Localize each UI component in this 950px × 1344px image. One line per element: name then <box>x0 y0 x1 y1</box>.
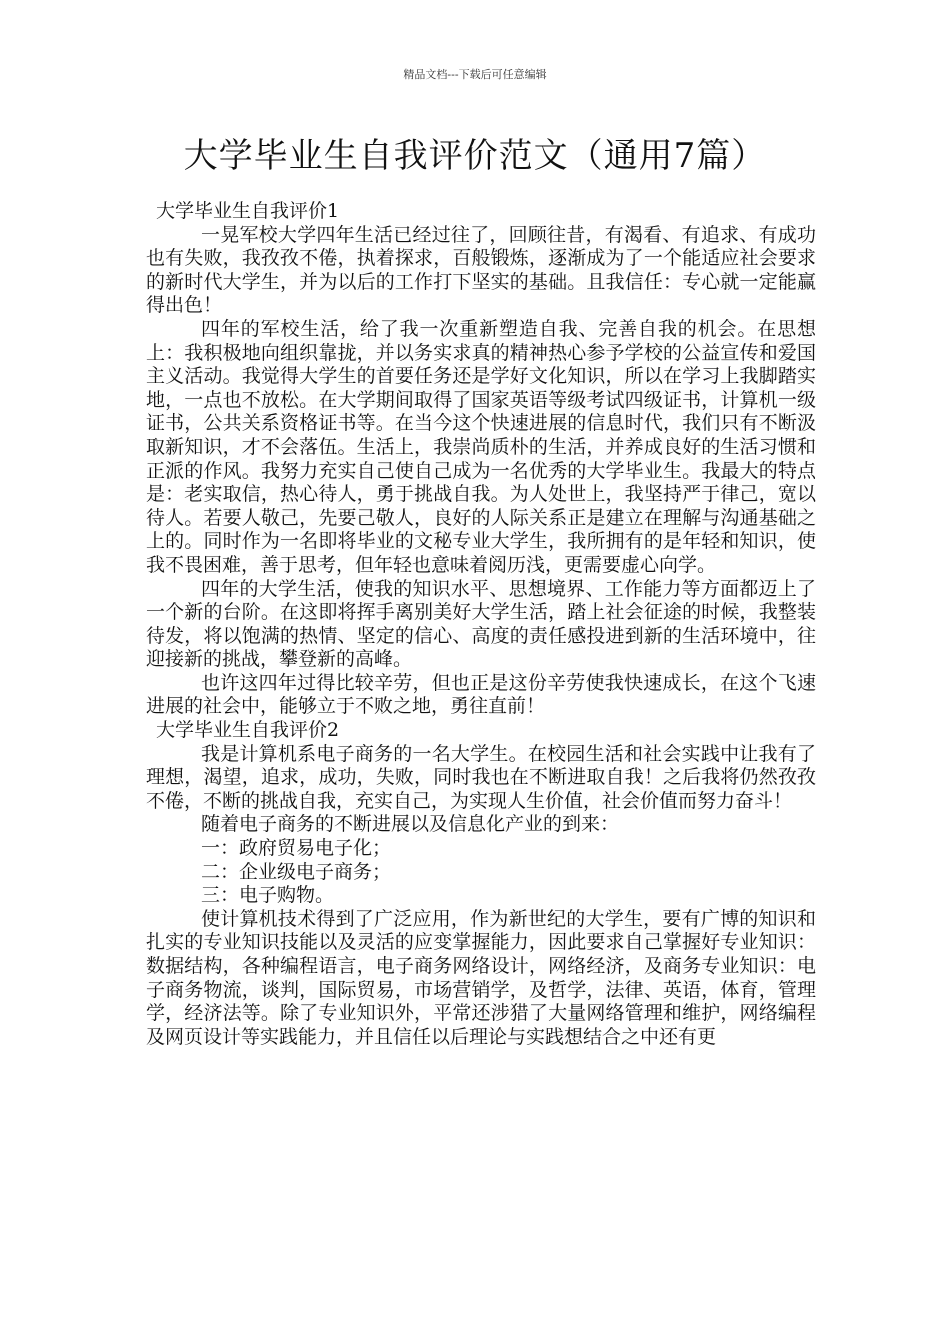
paragraph: 随着电子商务的不断进展以及信息化产业的到来： <box>201 813 620 836</box>
section-heading: 大学毕业生自我评价1 <box>156 200 340 222</box>
list-item: 三：电子购物。 <box>201 884 335 907</box>
list-item: 二：企业级电子商务； <box>201 860 392 883</box>
document-header-note: 精品文档---下载后可任意编辑 <box>403 68 547 81</box>
paragraph: 四年的军校生活，给了我一次重新塑造自我、完善自我的机会。在思想上：我积极地向组织靠拢，并以务实求真的精神热心参予学校的公益宣传和爱国主义活动。我觉得大学生的首要任务还是学好文化知识，所以在学习上我脚踏实地，一点也不放松。在大学期间取得了国家英语等级考试四级证书，计算机一级证书，公共关系资格证书等。在当今这个快速进展的信息时代，我们只有不断汲取新知识，才不会落伍。生活上，我崇尚质朴的生活，并养成良好的生活习惯和正派的作风。我努力充实自己使自己成为一名优秀的大学毕业生。我最大的特点是：老实取信，热心待人，勇于挑战自我。为人处世上，我坚持严于律己，宽以待人。若要人敬己，先要己敬人，良好的人际关系正是建立在理解与沟通基础之上的。同时作为一名即将毕业的文秘专业大学生，我所拥有的是年轻和知识，使我不畏困难，善于思考，但年轻也意味着阅历浅，更需要虚心向学。 <box>146 317 816 576</box>
paragraph: 一晃军校大学四年生活已经过往了，回顾往昔，有渴看、有追求、有成功也有失败，我孜孜不倦，执着探求，百般锻炼，逐渐成为了一个能适应社会要求的新时代大学生，并为以后的工作打下坚实的基础。且我信任：专心就一定能赢得出色！ <box>146 223 816 317</box>
section-1 <box>146 200 816 719</box>
list-item: 一：政府贸易电子化； <box>201 837 392 860</box>
paragraph: 四年的大学生活，使我的知识水平、思想境界、工作能力等方面都迈上了一个新的台阶。在这即将挥手离别美好大学生活，踏上社会征途的时候，我整装待发，将以饱满的热情、坚定的信心、高度的责任感投进到新的生活环境中，往迎接新的挑战，攀登新的高峰。 <box>146 577 816 671</box>
document-title: 大学毕业生自我评价范文（通用7篇） <box>183 136 767 176</box>
document-body <box>146 200 816 1049</box>
paragraph: 也许这四年过得比较辛劳，但也正是这份辛劳使我快速成长，在这个飞速进展的社会中，能够立于不败之地，勇往直前！ <box>146 671 816 718</box>
section-heading: 大学毕业生自我评价2 <box>156 719 340 742</box>
section-2 <box>146 719 816 1049</box>
paragraph: 我是计算机系电子商务的一名大学生。在校园生活和社会实践中让我有了理想，渴望，追求，成功，失败，同时我也在不断进取自我！之后我将仍然孜孜不倦，不断的挑战自我，充实自己，为实现人生价值，社会价值而努力奋斗！ <box>146 742 816 812</box>
paragraph: 使计算机技术得到了广泛应用，作为新世纪的大学生，要有广博的知识和扎实的专业知识技能以及灵活的应变掌握能力，因此要求自己掌握好专业知识：数据结构，各种编程语言，电子商务网络设计，网络经济，及商务专业知识：电子商务物流，谈判，国际贸易，市场营销学，及哲学，法律、英语，体育，管理学，经济法等。除了专业知识外，平常还涉猎了大量网络管理和维护，网络编程及网页设计等实践能力，并且信任以后理论与实践想结合之中还有更 <box>146 907 816 1048</box>
